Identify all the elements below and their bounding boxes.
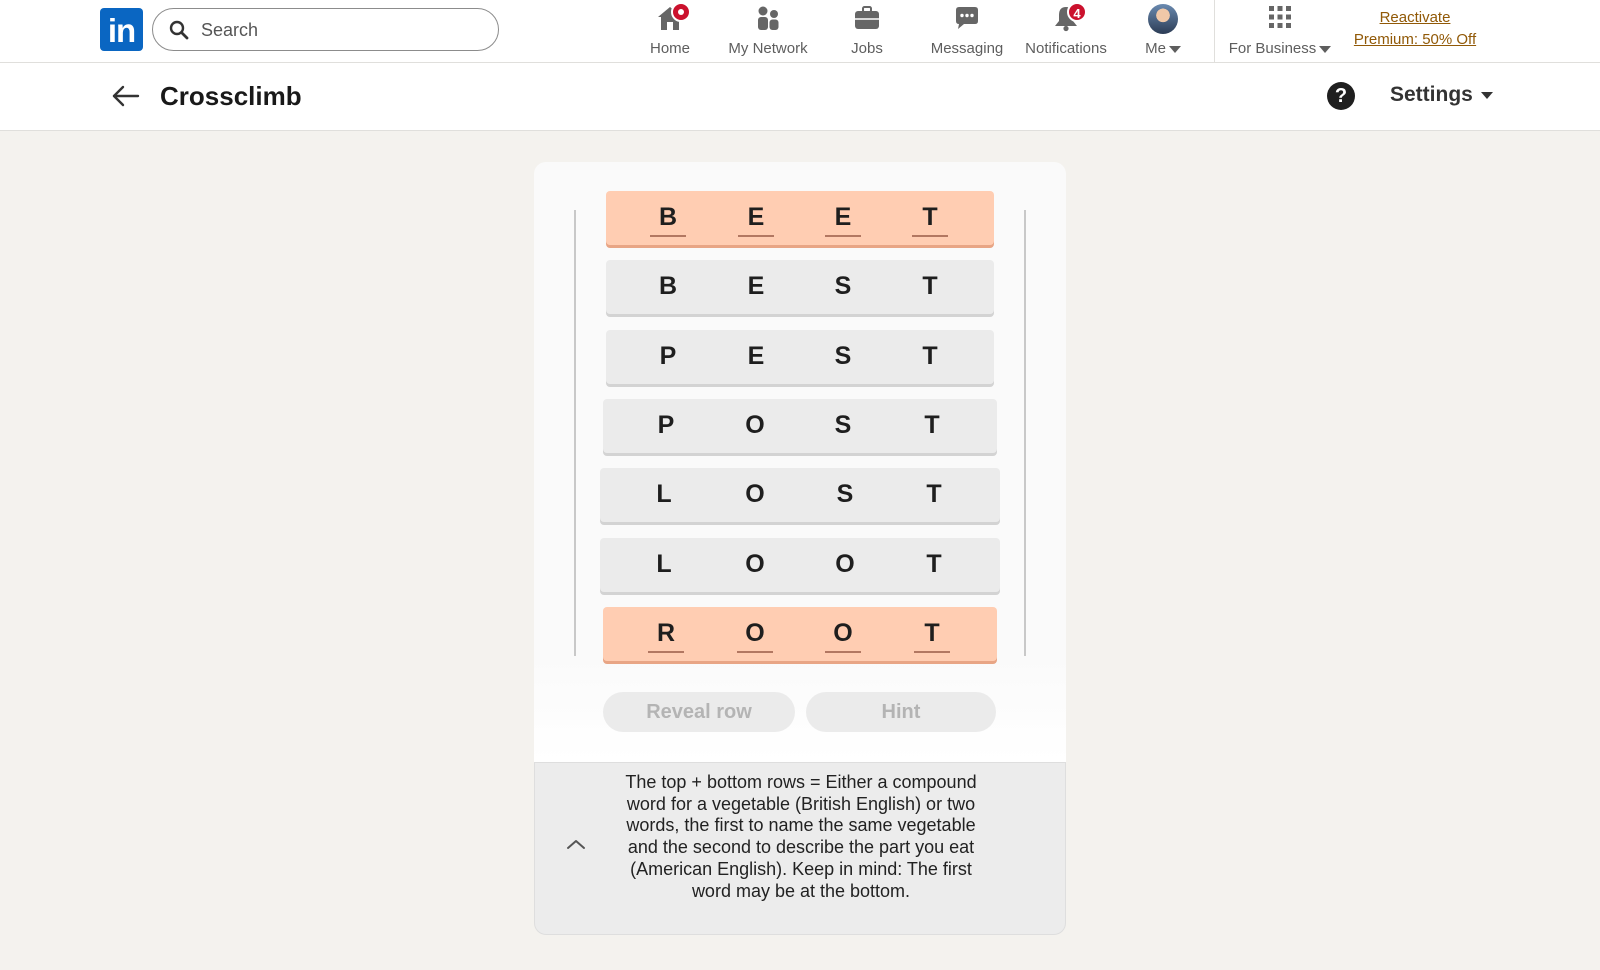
notifications-badge: 4 <box>1067 2 1087 22</box>
briefcase-icon <box>852 4 882 32</box>
row-letter: L <box>656 480 672 508</box>
row-letter: B <box>650 201 686 233</box>
nav-messaging-label: Messaging <box>930 40 1004 57</box>
word-row[interactable] <box>600 538 1000 592</box>
row-letter: S <box>834 342 852 370</box>
home-badge-dot <box>671 2 691 22</box>
row-letter: T <box>926 480 942 508</box>
left-connector-5 <box>564 560 586 570</box>
avatar <box>1148 4 1178 34</box>
chevron-down-icon <box>1481 92 1493 99</box>
row-letter: T <box>922 342 938 370</box>
settings-button[interactable] <box>1390 83 1493 107</box>
nav-home-label: Home <box>649 40 690 57</box>
row-letter: E <box>825 201 861 233</box>
left-connector-1 <box>569 283 581 293</box>
row-letter: O <box>745 480 765 508</box>
network-icon <box>753 4 783 32</box>
right-connector-2 <box>1019 352 1031 362</box>
game-header <box>0 63 1600 131</box>
word-row-locked <box>603 607 997 661</box>
row-letter: O <box>835 550 855 578</box>
row-letter: E <box>738 201 774 233</box>
row-letter: T <box>924 411 940 439</box>
row-letter: E <box>747 342 765 370</box>
left-rail <box>574 210 576 656</box>
left-connector-2 <box>569 352 581 362</box>
search-icon <box>169 20 189 40</box>
page-title: Crossclimb <box>160 81 302 111</box>
nav-jobs-label: Jobs <box>851 40 883 57</box>
nav-messaging[interactable] <box>927 4 1007 60</box>
row-letter: O <box>825 617 861 649</box>
grid-apps-icon <box>1265 4 1295 32</box>
right-rail <box>1024 210 1026 656</box>
search-box[interactable] <box>152 8 499 51</box>
nav-jobs[interactable] <box>840 4 894 60</box>
row-letter: T <box>912 201 948 233</box>
left-connector-3 <box>566 421 584 431</box>
linkedin-logo[interactable]: in <box>100 8 143 51</box>
chevron-up-icon[interactable] <box>565 837 587 851</box>
row-letter: P <box>657 411 675 439</box>
row-letter: T <box>914 617 950 649</box>
premium-upsell <box>1345 7 1485 51</box>
reveal-row-button[interactable]: Reveal row <box>603 692 795 732</box>
right-connector-3 <box>1016 421 1034 431</box>
game-board <box>534 162 1066 762</box>
row-letter: O <box>745 550 765 578</box>
row-letter: B <box>658 272 678 300</box>
row-letter: T <box>922 272 938 300</box>
right-connector-1 <box>1019 283 1031 293</box>
chevron-down-icon <box>1319 46 1331 53</box>
nav-me-label: Me <box>1145 40 1166 57</box>
word-row-locked <box>606 191 994 245</box>
clue-panel <box>534 762 1066 935</box>
row-letter: E <box>747 272 765 300</box>
nav-home[interactable] <box>640 4 700 60</box>
row-letter: T <box>926 550 942 578</box>
nav-for-business-label: For Business <box>1228 40 1317 57</box>
left-connector-4 <box>564 490 586 500</box>
row-letter: S <box>834 411 852 439</box>
word-row[interactable] <box>600 468 1000 522</box>
row-letter: S <box>834 272 852 300</box>
premium-offer-link[interactable]: Premium: 50% Off <box>1353 31 1477 48</box>
reactivate-link[interactable]: Reactivate <box>1379 9 1451 26</box>
word-row[interactable] <box>606 330 994 384</box>
search-input[interactable] <box>201 15 481 45</box>
row-letter: O <box>737 617 773 649</box>
nav-my-network[interactable] <box>725 4 811 60</box>
hint-button[interactable]: Hint <box>806 692 996 732</box>
row-letter: R <box>648 617 684 649</box>
word-row[interactable] <box>606 260 994 314</box>
nav-divider <box>1214 0 1215 62</box>
row-letter: L <box>656 550 672 578</box>
global-nav <box>0 0 1600 63</box>
chat-icon <box>952 4 982 32</box>
help-icon[interactable]: ? <box>1327 82 1355 110</box>
chevron-down-icon <box>1169 46 1181 53</box>
settings-label: Settings <box>1390 83 1473 106</box>
row-letter: P <box>659 342 677 370</box>
word-row[interactable] <box>603 399 997 453</box>
nav-my-network-label: My Network <box>728 40 808 57</box>
right-connector-4 <box>1014 490 1036 500</box>
clue-text: The top + bottom rows = Either a compound word for a vegetable (British English) or two words, the first to name the same vegetable and the second to describe the part you eat (American English). Keep in mind: The first word may be at the bottom. <box>625 772 977 901</box>
nav-for-business[interactable] <box>1225 4 1335 60</box>
nav-me[interactable] <box>1138 4 1188 60</box>
nav-notifications-label: Notifications <box>1025 40 1107 57</box>
row-letter: S <box>836 480 854 508</box>
back-arrow-icon[interactable] <box>110 80 142 112</box>
nav-notifications[interactable] <box>1022 4 1110 60</box>
right-connector-5 <box>1014 560 1036 570</box>
row-letter: O <box>745 411 765 439</box>
